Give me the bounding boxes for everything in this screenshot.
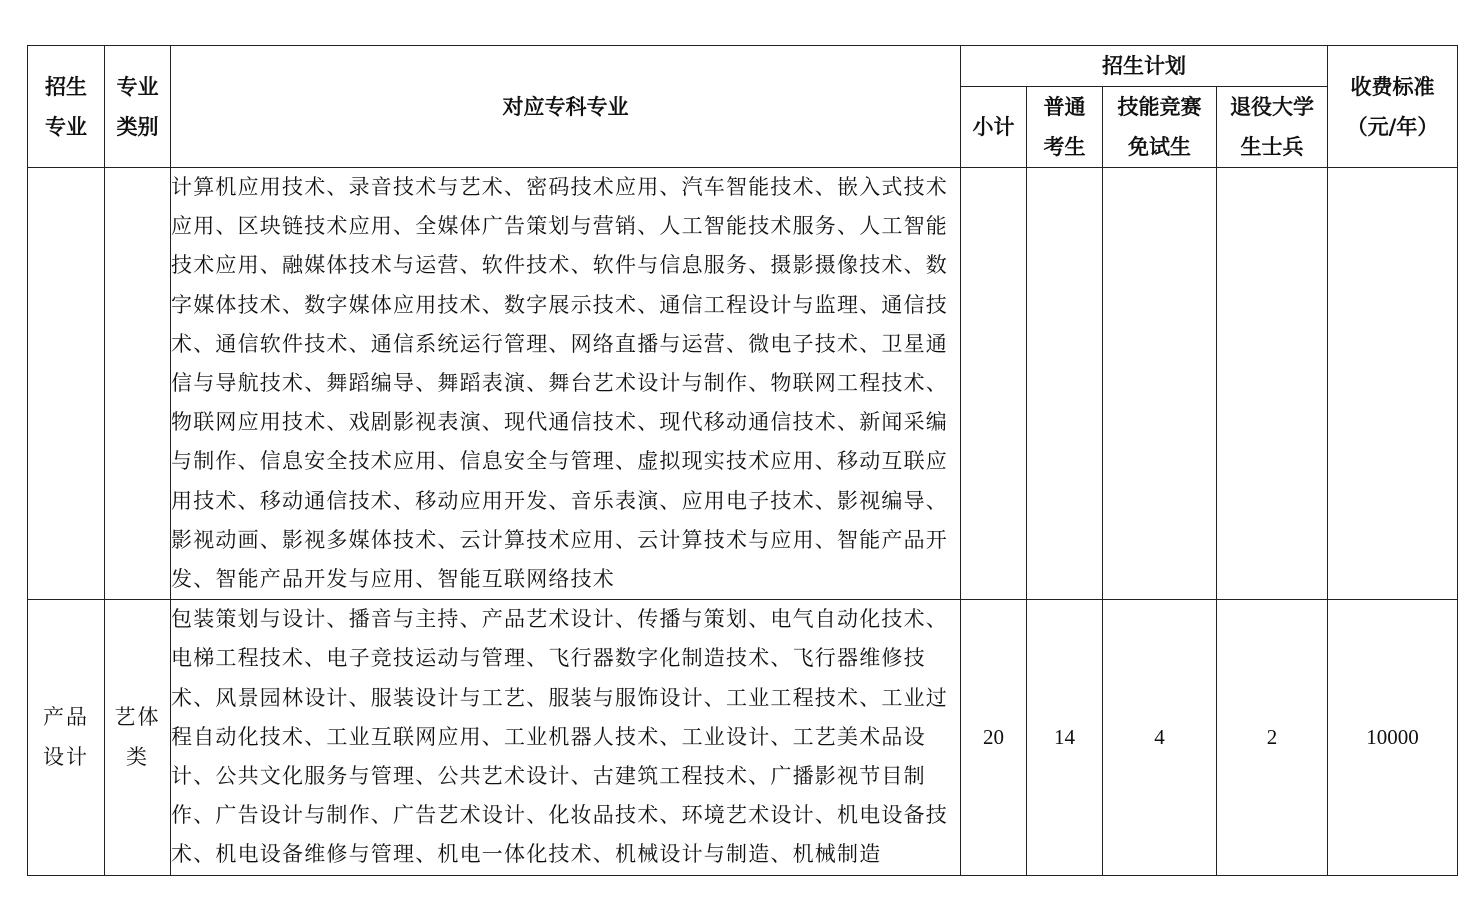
header-fee-standard: 收费标准 （元/年）	[1328, 46, 1458, 168]
regular-cell	[1027, 168, 1103, 600]
subtotal-cell: 20	[961, 600, 1027, 875]
category-cell: 艺体 类	[105, 600, 171, 875]
enrollment-plan-table	[27, 45, 1458, 876]
header-regular-students: 普通 考生	[1027, 87, 1103, 168]
major-cell	[28, 168, 105, 600]
major-cell: 产品 设计	[28, 600, 105, 875]
header-veteran-students: 退役大学 生士兵	[1217, 87, 1328, 168]
header-enrollment-plan: 招生计划	[961, 46, 1328, 87]
related-majors-cell: 计算机应用技术、录音技术与艺术、密码技术应用、汽车智能技术、嵌入式技术应用、区块链技术应用、全媒体广告策划与营销、人工智能技术服务、人工智能技术应用、融媒体技术与运营、软件技术、软件与信息服务、摄影摄像技术、数字媒体技术、数字媒体应用技术、数字展示技术、通信工程设计与监理、通信技术、通信软件技术、通信系统运行管理、网络直播与运营、微电子技术、卫星通信与导航技术、舞蹈编导、舞蹈表演、舞台艺术设计与制作、物联网工程技术、物联网应用技术、戏剧影视表演、现代通信技术、现代移动通信技术、新闻采编与制作、信息安全技术应用、信息安全与管理、虚拟现实技术应用、移动互联应用技术、移动通信技术、移动应用开发、音乐表演、应用电子技术、影视编导、影视动画、影视多媒体技术、云计算技术应用、云计算技术与应用、智能产品开发、智能产品开发与应用、智能互联网络技术	[171, 168, 961, 600]
table-row	[28, 168, 1458, 600]
header-category: 专业 类别	[105, 46, 171, 168]
regular-cell: 14	[1027, 600, 1103, 875]
table-header	[28, 46, 1458, 168]
header-related-majors: 对应专科专业	[171, 46, 961, 168]
header-subtotal: 小计	[961, 87, 1027, 168]
header-skill-competition-exempt: 技能竞赛 免试生	[1103, 87, 1217, 168]
category-cell	[105, 168, 171, 600]
skill-cell: 4	[1103, 600, 1217, 875]
header-major: 招生 专业	[28, 46, 105, 168]
veteran-cell: 2	[1217, 600, 1328, 875]
subtotal-cell	[961, 168, 1027, 600]
table-row	[28, 600, 1458, 875]
related-majors-cell: 包装策划与设计、播音与主持、产品艺术设计、传播与策划、电气自动化技术、电梯工程技术、电子竞技运动与管理、飞行器数字化制造技术、飞行器维修技术、风景园林设计、服装设计与工艺、服装与服饰设计、工业工程技术、工业过程自动化技术、工业互联网应用、工业机器人技术、工业设计、工艺美术品设计、公共文化服务与管理、公共艺术设计、古建筑工程技术、广播影视节目制作、广告设计与制作、广告艺术设计、化妆品技术、环境艺术设计、机电设备技术、机电设备维修与管理、机电一体化技术、机械设计与制造、机械制造	[171, 600, 961, 875]
skill-cell	[1103, 168, 1217, 600]
veteran-cell	[1217, 168, 1328, 600]
fee-cell: 10000	[1328, 600, 1458, 875]
fee-cell	[1328, 168, 1458, 600]
